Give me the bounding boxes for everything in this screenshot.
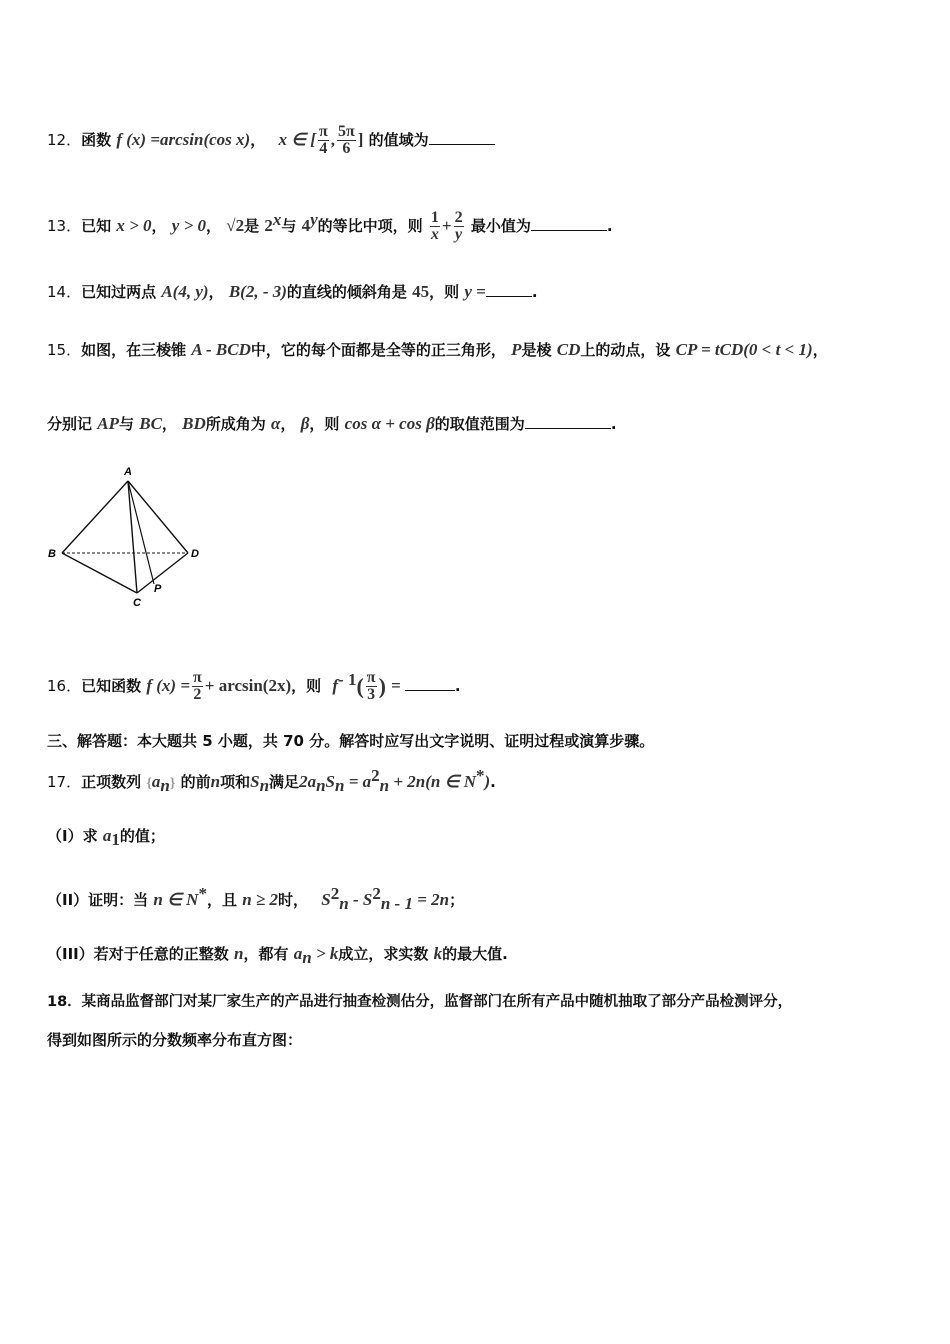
q17c-label: （III） [47,945,94,963]
q12-text2: 的值域为 [368,131,429,149]
question-18-line2: 得到如图所示的分数频率分布直方图： [47,1031,303,1049]
q15-text4: 上的动点，设 [580,341,671,359]
q12-frac2-num: 5π [337,123,355,140]
answer-blank-13[interactable] [531,216,607,231]
q15-number: 15． [47,341,82,359]
q17c-a-sub: n [302,948,312,967]
q17a-text2: 的值； [119,827,165,845]
q17-eq: 2a [299,772,317,791]
q12-frac2 [337,124,356,157]
q15-text7: 所成角为 [205,415,266,433]
q16-frac2 [366,670,377,703]
q16-fx: f (x) = [146,676,191,695]
q16-frac1-den: 2 [193,686,202,703]
q16-frac1-num: π [193,669,202,686]
q14-end: . [531,283,538,301]
q12-frac1 [318,124,329,157]
q15-text9: 的取值范围为 [434,415,525,433]
q13-frac2-den: y [455,226,463,243]
q17-eq2-sup: 2 [371,766,380,785]
q16-frac1 [192,670,203,703]
question-14 [47,282,538,302]
q15-text3: 是棱 [521,341,552,359]
q13-number: 13． [47,217,82,235]
q17-text2: 的前 [180,773,211,791]
q14-sep: ， [208,283,224,301]
q13-cond1: x > 0 [116,216,152,235]
q15-text6: 与 [118,415,134,433]
q12-number: 12． [47,131,82,149]
q17-text4: 满足 [269,773,300,791]
question-12 [47,124,495,157]
question-17-part1 [47,826,165,850]
q17b-cond2: n ≥ 2 [242,890,279,909]
q13-sqrt2: √2 [226,216,245,235]
q13-text: 已知 [81,217,112,235]
q17-text3: 项和 [220,773,251,791]
q13-sep2: ， [206,217,222,235]
q13-text4: 的等比中项，则 [317,217,423,235]
q17b-label: （II） [47,891,89,909]
q17-s: S [250,772,260,791]
q17-text: 正项数列 [81,773,142,791]
q15-text: 如图，在三棱锥 [81,341,187,359]
q13-text3: 与 [281,217,297,235]
q17-rbrace: } [169,776,176,791]
q17-eq2-sub: n [379,776,390,795]
q13-frac2-num: 2 [454,209,463,226]
q17-eq4: ) [484,772,491,791]
question-15-line1 [47,340,828,360]
q13-plus: + [441,216,452,235]
q17-seq-sub: n [160,776,170,795]
q13-sep1: ， [151,217,167,235]
q16-lparen: ( [356,673,364,699]
q17b-s2-sup: 2 [372,884,381,903]
q16-rest: + arcsin(2x) [204,676,292,695]
q15-point-p: P [511,340,522,359]
q17-seq: a [151,772,161,791]
q13-end: . [606,217,613,235]
q15-tetrahedron: A - BCD [191,340,251,359]
q17-lbrace: { [146,776,152,791]
q17b-text: 证明：当 [88,891,149,909]
q16-frac2-den: 3 [367,686,376,703]
q15-text2: 中，它的每个面都是全等的正三角形， [250,341,506,359]
q13-pow2-base: 4 [301,216,311,235]
q15-text5: 分别记 [47,415,93,433]
q17c-text: 若对于任意的正整数 [93,945,229,963]
q17-number: 17． [47,773,82,791]
q13-frac1-num: 1 [430,209,439,226]
q15-ap: AP [97,414,119,433]
q12-sep: , [330,130,335,149]
q17c-text3: 成立，求实数 [338,945,429,963]
q15-text8: ，则 [309,415,340,433]
label-b: B [48,548,56,560]
q12-frac1-den: 4 [319,140,328,157]
q15-edge-cd: CD [556,340,581,359]
q12-function: f (x) =arcsin(cos x) [116,130,251,149]
q14-point-b: B(2, - 3) [228,282,287,301]
answer-blank-16[interactable] [405,676,455,691]
q13-text5: 最小值为 [470,217,531,235]
q17b-text2: ，且 [206,891,237,909]
question-17 [47,766,496,796]
q13-frac2 [454,210,464,243]
q17-eq3: + 2n(n ∈ N [389,772,476,791]
q17a-a-sub: 1 [111,830,120,849]
q17c-k: k [433,944,443,963]
q14-text3: ，则 [429,283,460,301]
q16-number: 16． [47,677,82,695]
label-p: P [154,583,162,595]
q17c-gt: > k [311,944,339,963]
q15-condition: CP = tCD(0 < t < 1) [675,340,813,359]
q15-expression: cos α + cos β [344,414,435,433]
q17-eq-sub: n [316,776,326,795]
q17b-eq: = 2n [412,890,450,909]
q17-eq3-sup: * [475,766,485,785]
q16-end: . [454,677,461,695]
q15-end: . [610,415,617,433]
label-d: D [191,548,199,560]
q17a-text: 求 [82,827,98,845]
q16-inverse-exp: - 1 [338,670,357,689]
q14-text: 已知过两点 [81,283,157,301]
edge-ab [62,481,128,553]
q13-frac1-den: x [430,226,439,243]
q17b-end: ； [449,891,465,909]
q14-number: 14． [47,283,82,301]
q15-sep3: ， [280,415,296,433]
q17b-s: S [321,890,331,909]
q16-rparen: ) [378,673,386,699]
q15-sep1: ， [812,341,828,359]
q17-n: n [210,772,221,791]
q12-frac2-den: 6 [342,140,351,157]
q12-domain: x ∈ [ [278,130,316,149]
q14-text2: 的直线的倾斜角是 [286,283,407,301]
q13-cond2: y > 0 [171,216,207,235]
q17a-label: （I） [47,827,83,845]
q17b-text3: 时， [278,891,309,909]
tetrahedron-figure [44,461,214,611]
q17c-n: n [234,944,244,963]
q17-s-sub: n [259,776,270,795]
q16-frac2-num: π [366,669,376,686]
q14-y: y = [464,282,486,301]
q17b-minus: - S [348,890,373,909]
q12-comma: ， [250,131,266,149]
q17c-text4: 的最大值. [442,945,508,963]
q12-frac1-num: π [318,123,328,140]
q14-angle: 45 [412,282,430,301]
q12-close: ] [357,130,364,149]
q13-pow1-exp: x [272,210,282,229]
question-15-line2 [47,414,617,434]
q17-eq-s: S [325,772,335,791]
q17-eq2: = a [344,772,372,791]
question-17-part3 [47,944,508,968]
edge-bc [62,553,137,593]
q16-eq: = [391,676,401,695]
answer-blank-14[interactable] [486,282,532,297]
q13-text2: 是 [244,217,260,235]
q15-bd: BD [182,414,206,433]
q17b-s-sup: 2 [330,884,340,903]
section-heading: 三、解答题：本大题共 5 小题，共 70 分。解答时应写出文字说明、证明过程或演算步骤。 [47,732,655,750]
label-a: A [124,466,132,478]
answer-blank-15[interactable] [525,414,611,429]
label-c: C [133,597,141,609]
q13-frac1 [430,210,440,243]
q15-sep2: ， [161,415,177,433]
q15-bc: BC [139,414,162,433]
q15-alpha: α [271,414,281,433]
question-17-part2 [47,884,464,914]
q16-inverse: f [332,676,339,695]
question-13 [47,210,613,243]
answer-blank-12[interactable] [429,130,495,145]
q17-eq-s-sub: n [335,776,345,795]
q17c-text2: ，都有 [243,945,289,963]
q17a-a: a [102,826,112,845]
q17b-cond1: n ∈ N [153,890,199,909]
q13-pow2-exp: y [310,210,318,229]
q15-beta: β [300,414,310,433]
q12-text: 函数 [81,131,112,149]
q17b-s-sub: n [339,894,349,913]
q13-pow1-base: 2 [264,216,273,235]
q17c-a: a [293,944,303,963]
q17b-s2-sub: n - 1 [380,894,413,913]
q14-point-a: A(4, y) [161,282,209,301]
q16-text2: ，则 [291,677,322,695]
question-18-line1: 18．某商品监督部门对某厂家生产的产品进行抽查检测估分，监督部门在所有产品中随机抽取了部分产品检测评分， [47,994,793,1010]
q16-text: 已知函数 [81,677,142,695]
question-16 [47,670,461,703]
edge-cd [137,553,188,593]
q17-end: . [490,773,496,791]
q17b-cond1-sup: * [198,884,207,903]
